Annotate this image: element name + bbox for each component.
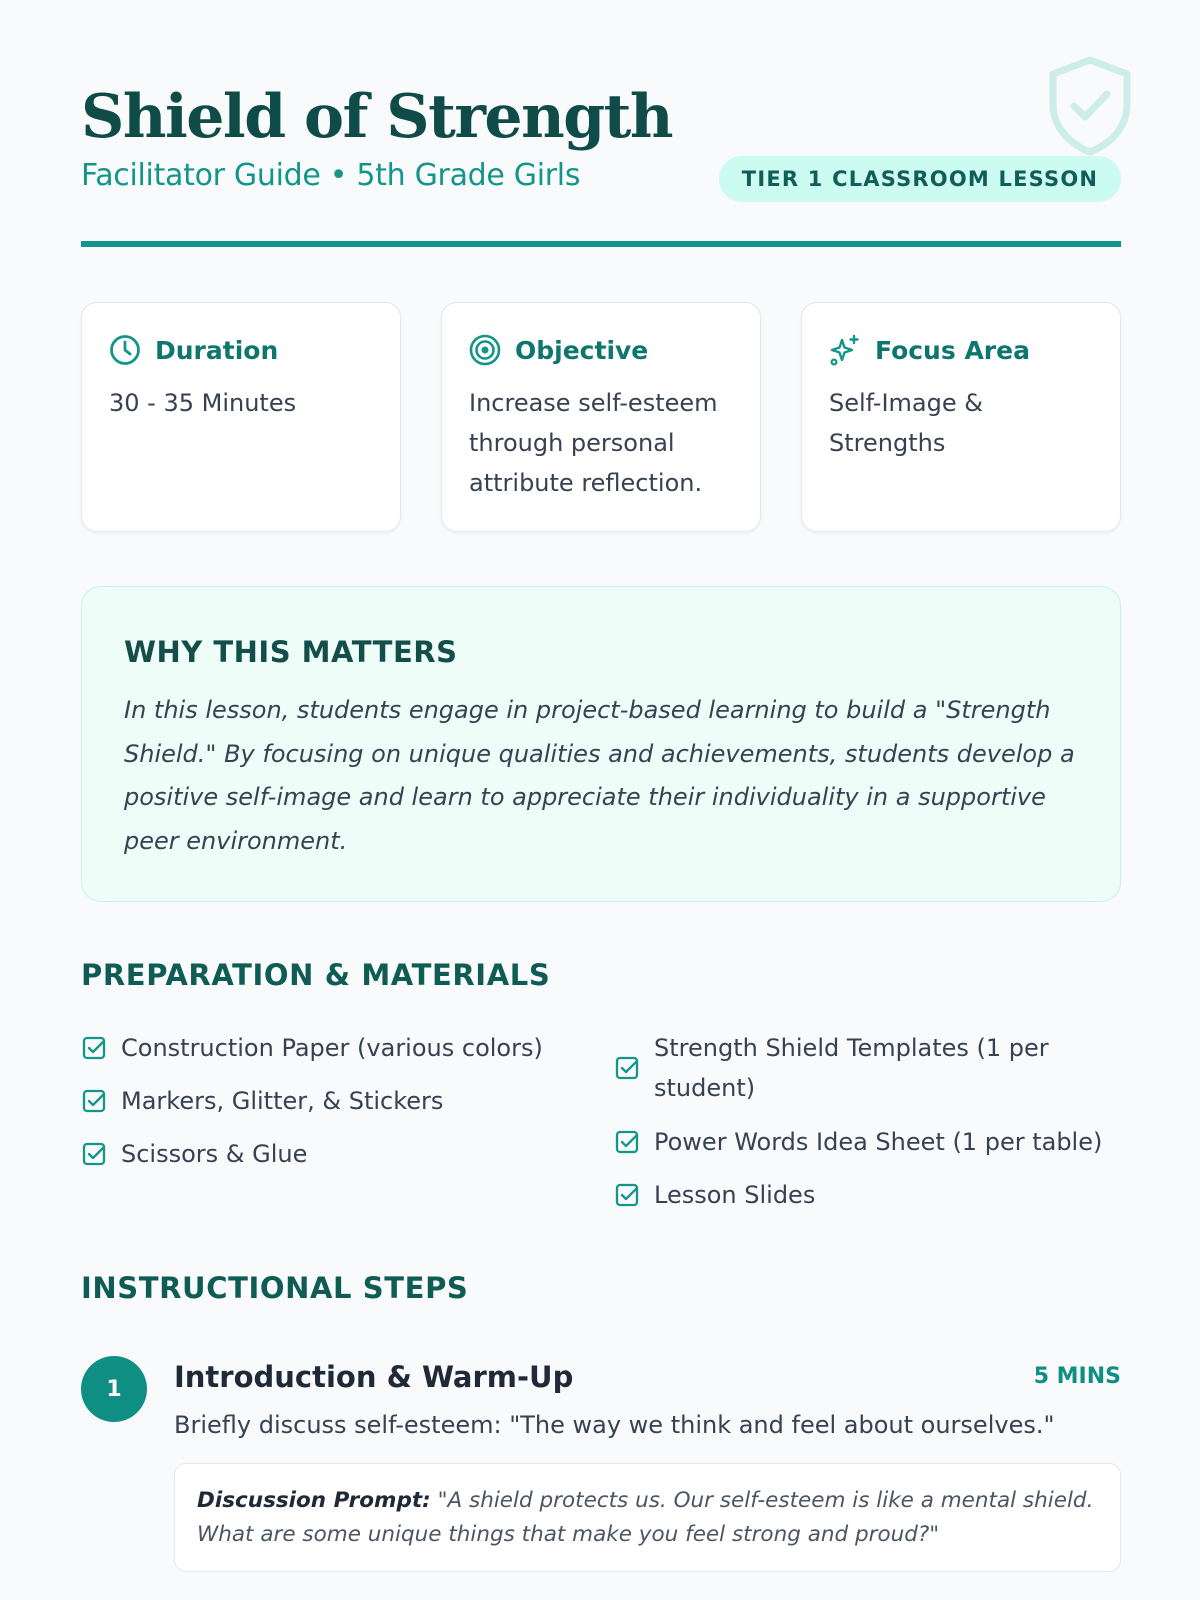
material-item: Scissors & Glue (81, 1134, 307, 1174)
page-subtitle: Facilitator Guide • 5th Grade Girls (81, 158, 581, 193)
material-item: Lesson Slides (614, 1175, 815, 1215)
card-focus-area (801, 302, 1121, 532)
page-header (81, 0, 1121, 250)
card-objective (441, 302, 761, 532)
steps-title: INSTRUCTIONAL STEPS (81, 1271, 469, 1305)
header-divider (81, 241, 1121, 247)
card-title: Duration (155, 335, 279, 365)
why-title: WHY THIS MATTERS (124, 635, 458, 669)
card-duration (81, 302, 401, 532)
material-item: Power Words Idea Sheet (1 per table) (614, 1122, 1102, 1162)
clock-icon (108, 333, 142, 367)
material-item: Markers, Glitter, & Stickers (81, 1081, 443, 1121)
why-text: In this lesson, students engage in project-based learning to build a "Strength Shield." By focusing on unique qualities and achievements, students develop a positive self-image and learn to appreciate their individuality in a supportive peer environment. (124, 696, 1075, 855)
material-item: Construction Paper (various colors) (81, 1028, 543, 1068)
step-duration: 5 MINS (1033, 1364, 1121, 1389)
why-this-matters-box (81, 586, 1121, 902)
card-body: Increase self-esteem through personal attribute reflection. (469, 389, 718, 497)
checkbox-icon (81, 1141, 107, 1167)
card-title: Focus Area (875, 335, 1030, 365)
step-description: Briefly discuss self-esteem: "The way we think and feel about ourselves." (174, 1411, 1055, 1439)
checkbox-icon (614, 1182, 640, 1208)
facilitator-guide-page (81, 0, 1121, 1547)
checkbox-icon (614, 1129, 640, 1155)
info-cards (81, 302, 1121, 532)
card-title: Objective (515, 335, 649, 365)
prompt-text: "A shield protects us. Our self-esteem is like a mental shield. What are some unique things that make you feel strong and proud?" (197, 1488, 1094, 1547)
step-title: Introduction & Warm-Up (174, 1360, 574, 1394)
checkbox-icon (81, 1088, 107, 1114)
material-item: Strength Shield Templates (1 per student) (614, 1028, 1074, 1108)
tier-badge: TIER 1 CLASSROOM LESSON (719, 156, 1121, 202)
page-title: Shield of Strength (81, 82, 673, 152)
materials-title: PREPARATION & MATERIALS (81, 958, 551, 992)
target-icon (468, 333, 502, 367)
prompt-label: Discussion Prompt: (197, 1488, 431, 1513)
checkbox-icon (614, 1055, 640, 1081)
card-body: 30 - 35 Minutes (109, 389, 297, 417)
shield-check-icon (1047, 56, 1133, 156)
discussion-prompt-box (174, 1463, 1121, 1572)
card-body: Self-Image & Strengths (829, 389, 983, 457)
sparkles-icon (828, 333, 862, 367)
checkbox-icon (81, 1035, 107, 1061)
step-number: 1 (81, 1356, 147, 1422)
